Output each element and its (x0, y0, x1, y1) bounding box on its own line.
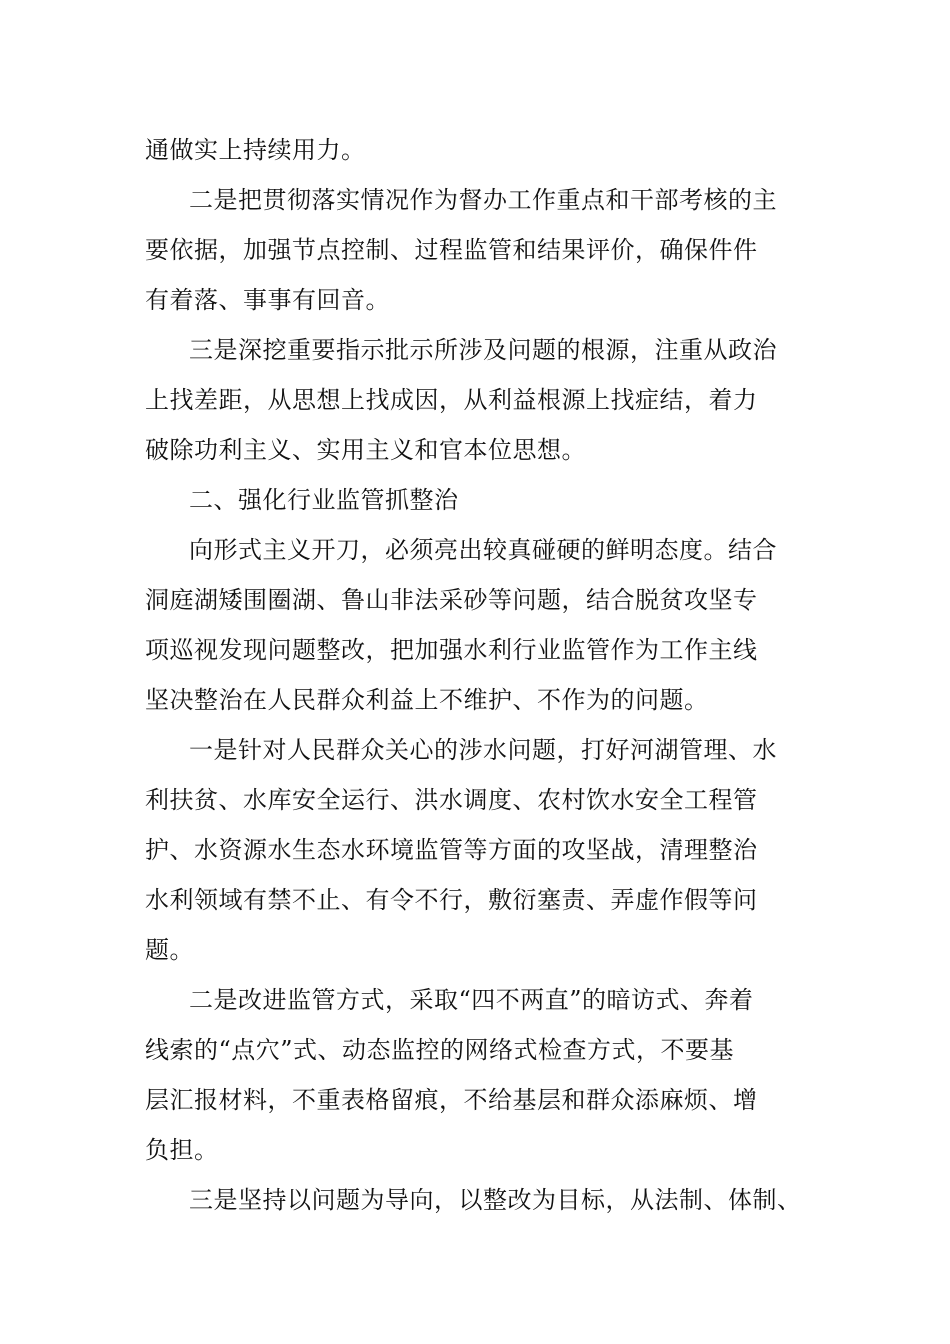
text-line-6: 上找差距，从思想上找成因，从利益根源上找症结，着力 (145, 386, 758, 414)
text-line-19: 线索的“点穴”式、动态监控的网络式检查方式，不要基 (145, 1036, 735, 1064)
text-line-17: 题。 (145, 936, 194, 964)
section-heading: 二、强化行业监管抓整治 (189, 486, 459, 514)
text-line-3: 要依据，加强节点控制、过程监管和结果评价，确保件件 (145, 236, 758, 264)
paragraph-start-line: 向形式主义开刀，必须亮出较真碰硬的鲜明态度。结合 (189, 536, 777, 564)
text-line-7: 破除功利主义、实用主义和官本位思想。 (145, 436, 586, 464)
paragraph-start-line: 三是坚持以问题为导向，以整改为目标，从法制、体制、 (189, 1186, 802, 1214)
text-line-12: 坚决整治在人民群众利益上不维护、不作为的问题。 (145, 686, 709, 714)
text-line-10: 洞庭湖矮围圈湖、鲁山非法采砂等问题，结合脱贫攻坚专 (145, 586, 758, 614)
text-line-11: 项巡视发现问题整改，把加强水利行业监管作为工作主线 (145, 636, 758, 664)
paragraph-start-line: 三是深挖重要指示批示所涉及问题的根源，注重从政治 (189, 336, 777, 364)
paragraph-start-line: 二是把贯彻落实情况作为督办工作重点和干部考核的主 (189, 186, 777, 214)
text-line-1: 通做实上持续用力。 (145, 136, 366, 164)
text-line-16: 水利领域有禁不止、有令不行，敷衍塞责、弄虚作假等问 (145, 886, 758, 914)
text-line-14: 利扶贫、水库安全运行、洪水调度、农村饮水安全工程管 (145, 786, 758, 814)
text-line-15: 护、水资源水生态水环境监管等方面的攻坚战，清理整治 (145, 836, 758, 864)
paragraph-start-line: 二是改进监管方式，采取“四不两直”的暗访式、奔着 (189, 986, 754, 1014)
text-line-21: 负担。 (145, 1136, 219, 1164)
text-line-4: 有着落、事事有回音。 (145, 286, 390, 314)
paragraph-start-line: 一是针对人民群众关心的涉水问题，打好河湖管理、水 (189, 736, 777, 764)
text-line-20: 层汇报材料，不重表格留痕，不给基层和群众添麻烦、增 (145, 1086, 758, 1114)
